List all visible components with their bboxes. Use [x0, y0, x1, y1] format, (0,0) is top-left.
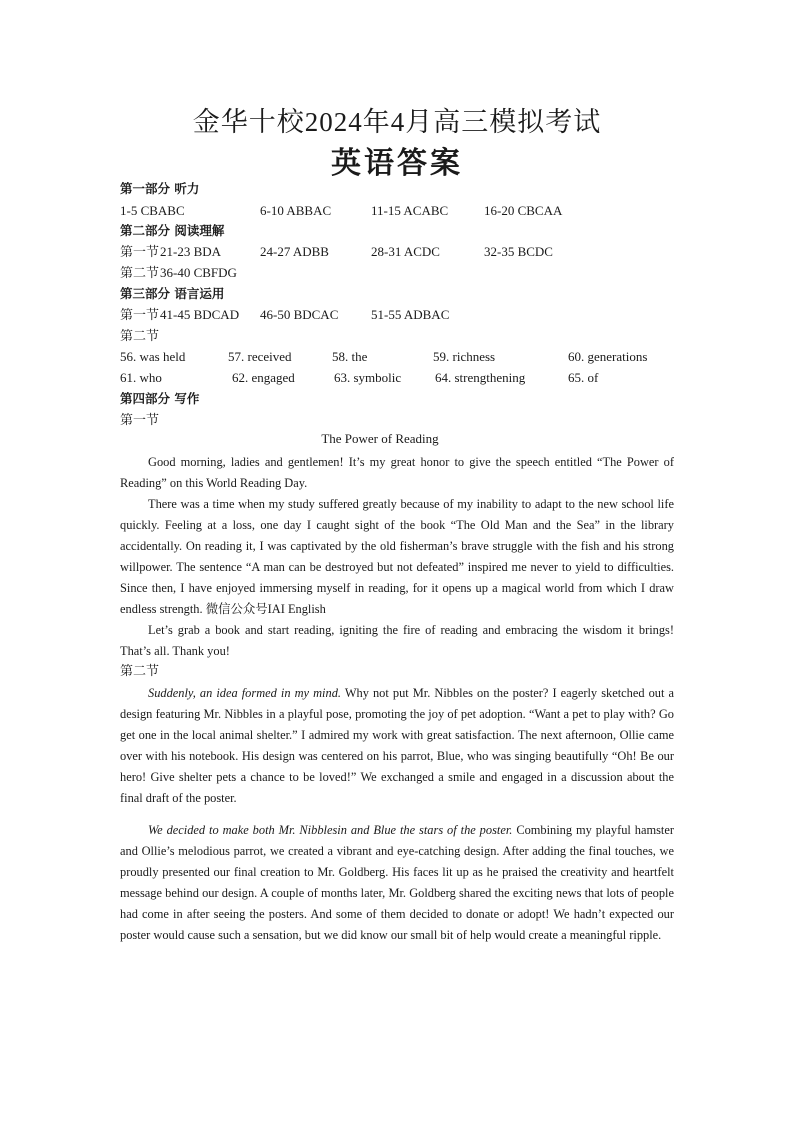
answer-group: 24-27 ADBB	[260, 244, 329, 259]
part3-section2-label: 第二节	[120, 328, 160, 343]
part1-heading: 第一部分 听力	[120, 181, 200, 196]
essay-paragraph: Good morning, ladies and gentlemen! It’s my great honor to give the speech entitled “The Power of Reading” on this World Reading Day.	[120, 455, 674, 490]
answer-group: 41-45 BDCAD	[160, 307, 240, 322]
part4-section2-label: 第二节	[120, 663, 160, 678]
answer-key-title: 英语答案	[331, 147, 463, 180]
paragraph-body: Combining my playful hamster and Ollie’s melodious parrot, we created a vibrant and eye-catching design. After adding the final touches, we proudly presented our final creation to Mr. Goldberg. His faces lit up as he praised the creativity and heartfelt message behind our design. A couple of months later, Mr. Goldberg shared the exciting news that lots of people had come in after seeing the posters. And some of them decided to donate or adopt! We hadn’t expected our poster would cause such a sensation, but we did know our small bit of help would create a meaningful ripple.	[120, 823, 674, 942]
answer-group: 36-40 CBFDG	[160, 265, 237, 280]
paragraph-body: Why not put Mr. Nibbles on the poster? I eagerly sketched out a design featuring Mr. Nibbles in a playful pose, promoting the joy of pet adoption. “Want a pet to play with? Go get one in the local animal shelter.” I admired my work with great satisfaction. The next afternoon, Ollie came over with his notebook. His design was centered on his parrot, Blue, who was singing beautifully “Oh! Be our hero! Give shelter pets a chance to be loved!” We exchanged a smile and engaged in a discussion about the final draft of the poster.	[120, 686, 674, 805]
answer-item: 56. was held	[120, 349, 186, 364]
section-label: 第二节	[120, 265, 160, 280]
answer-group: 1-5 CBABC	[120, 203, 185, 218]
answer-group: 28-31 ACDC	[371, 244, 440, 259]
essay-paragraph: There was a time when my study suffered greatly because of my inability to adapt to the new school life quickly. Feeling at a loss, one day I caught sight of the book “The Old Man and the Sea” in the library accidentally. On reading it, I was captivated by the old fisherman’s brave struggle with the fish and his strong willpower. The sentence “A man can be destroyed but not defeated” inspired me never to yield to difficulties. Since then, I have enjoyed immersing myself in reading, for it opens up a magical world from which I draw endless strength. 微信公众号IAI English	[120, 497, 674, 616]
part4-heading: 第四部分 写作	[120, 391, 200, 406]
part3-heading: 第三部分 语言运用	[120, 286, 225, 301]
answer-group: 6-10 ABBAC	[260, 203, 332, 218]
answer-item: 64. strengthening	[435, 370, 526, 385]
section-label: 第一节	[120, 244, 160, 259]
exam-title: 金华十校2024年4月高三模拟考试	[192, 107, 602, 137]
essay-title: The Power of Reading	[321, 431, 439, 446]
part4-section1-label: 第一节	[120, 412, 160, 427]
answer-group: 46-50 BDCAC	[260, 307, 339, 322]
answer-group: 16-20 CBCAA	[484, 203, 563, 218]
answer-item: 65. of	[568, 370, 599, 385]
answer-item: 58. the	[332, 349, 368, 364]
answer-item: 60. generations	[568, 349, 648, 364]
essay-paragraph: Let’s grab a book and start reading, igniting the fire of reading and embracing the wisdom it brings! That’s all. Thank you!	[120, 623, 674, 658]
given-lead-sentence: Suddenly, an idea formed in my mind.	[148, 686, 341, 700]
section-label: 第一节	[120, 307, 160, 322]
answer-item: 61. who	[120, 370, 162, 385]
given-lead-sentence: We decided to make both Mr. Nibblesin and Blue the stars of the poster.	[148, 823, 513, 837]
answer-group: 21-23 BDA	[160, 244, 222, 259]
continuation-paragraph	[120, 820, 674, 946]
answer-item: 57. received	[228, 349, 292, 364]
part2-heading: 第二部分 阅读理解	[120, 223, 225, 238]
answer-item: 62. engaged	[232, 370, 295, 385]
answer-item: 59. richness	[433, 349, 496, 364]
answer-group: 32-35 BCDC	[484, 244, 553, 259]
continuation-paragraph	[120, 683, 674, 809]
answer-item: 63. symbolic	[334, 370, 402, 385]
answer-group: 11-15 ACABC	[371, 203, 449, 218]
answer-group: 51-55 ADBAC	[371, 307, 450, 322]
